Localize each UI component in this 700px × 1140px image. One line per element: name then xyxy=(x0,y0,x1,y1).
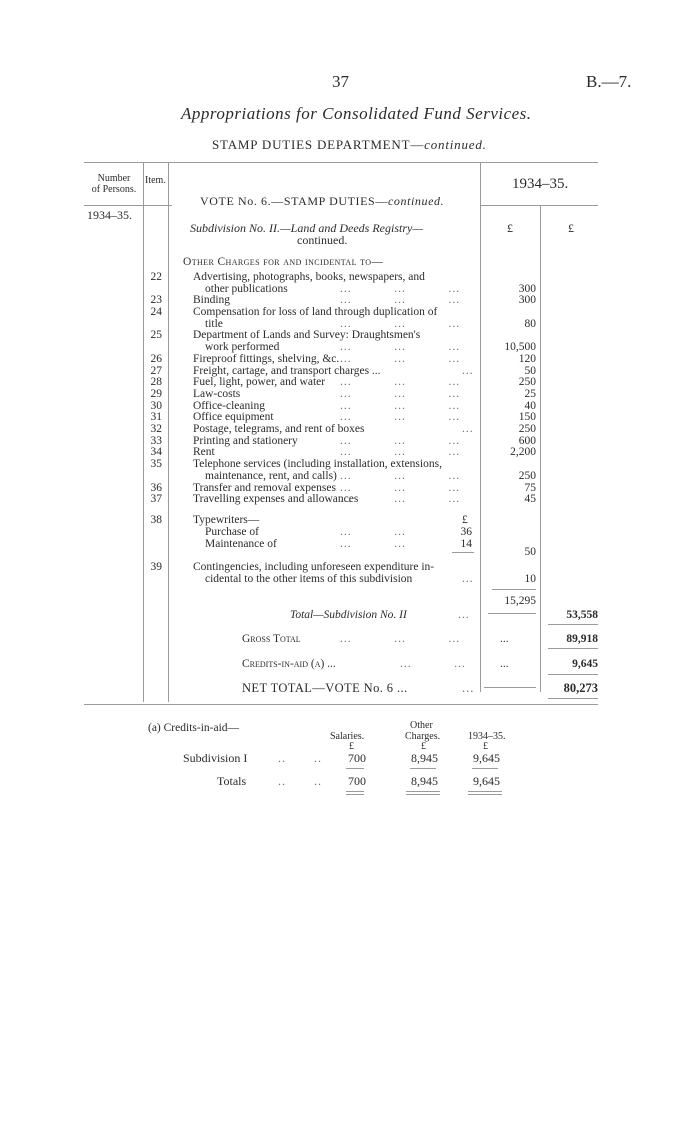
footnote-year: 9,645 xyxy=(473,774,500,788)
item-number: 33 xyxy=(150,435,162,447)
sub-item-value: 14 xyxy=(460,538,472,550)
footnote-total-rule-2a xyxy=(406,791,440,792)
leader-dots: ... xyxy=(462,365,474,377)
leader-dots: .. .. xyxy=(278,774,322,788)
vote-title xyxy=(200,194,444,209)
item-description: Telephone services (including installation, extensions, xyxy=(193,458,442,470)
pound-col-2: £ xyxy=(568,221,574,235)
persons-year: 1934–35. xyxy=(87,208,132,222)
item-amount: 80 xyxy=(524,318,536,330)
item-description: Transfer and removal expenses xyxy=(193,482,336,494)
item-description: Law-costs xyxy=(193,388,241,400)
leader-dots: ... ... ... xyxy=(340,376,461,388)
item-number: 34 xyxy=(150,446,162,458)
item-description: Rent xyxy=(193,446,215,458)
item-amount: 250 xyxy=(518,470,536,482)
item-description-cont: cidental to the other items of this subdivision xyxy=(205,573,413,585)
net-rule-b xyxy=(548,698,598,699)
footnote-header-year: 1934–35. xyxy=(468,731,506,742)
leader-dots: ... ... ... xyxy=(340,493,461,505)
item-number: 25 xyxy=(150,329,162,341)
footnote-total-rule-1b xyxy=(346,794,364,795)
footnote-year: 9,645 xyxy=(473,751,500,765)
item-description: Postage, telegrams, and rent of boxes xyxy=(193,423,365,435)
table-bottom-rule xyxy=(84,704,598,705)
pound-col-1: £ xyxy=(507,221,513,235)
sub-item-label: Maintenance of xyxy=(205,538,277,550)
pound-sign: £ xyxy=(462,514,468,526)
credits-rule xyxy=(548,674,598,675)
item-amount: 300 xyxy=(518,294,536,306)
item-number: 27 xyxy=(150,365,162,377)
item-number: 37 xyxy=(150,493,162,505)
item-amount: 250 xyxy=(518,423,536,435)
footnote-row-subdivision xyxy=(0,752,700,764)
leader-dots: ... ... ... xyxy=(340,435,461,447)
item-description-cont: other publications xyxy=(205,283,288,295)
credits-label: Credits-in-aid (a) ... xyxy=(242,658,336,670)
item-amount: 10,500 xyxy=(504,341,536,353)
item-description: Binding xyxy=(193,294,231,306)
item-number: 24 xyxy=(150,306,162,318)
contingencies-row-2 xyxy=(0,573,700,585)
item-number: 36 xyxy=(150,482,162,494)
item-description-cont: title xyxy=(205,318,223,330)
footnote-salaries: 700 xyxy=(348,751,366,765)
leader-dots: ... ... xyxy=(340,538,406,550)
footnote-other: 8,945 xyxy=(411,751,438,765)
footnote-title: (a) Credits-in-aid— xyxy=(148,722,240,734)
net-total-amount: 80,273 xyxy=(563,681,598,695)
net-rule-a xyxy=(484,687,536,688)
leader-dots: ... ... xyxy=(400,658,466,670)
vote-title-text: VOTE No. 6.—STAMP DUTIES— xyxy=(200,194,388,208)
item-number: 22 xyxy=(150,271,162,283)
contingencies-row-1 xyxy=(0,561,700,573)
vote-title-continued: continued. xyxy=(387,194,445,208)
item-row xyxy=(0,376,700,388)
item-number: 39 xyxy=(150,561,162,573)
item-number: 32 xyxy=(150,423,162,435)
footnote-total-rule-3a xyxy=(468,791,502,792)
subdivision-continued: continued. xyxy=(297,233,348,247)
item-number: 30 xyxy=(150,400,162,412)
typewriters-purchase-row xyxy=(0,526,700,538)
item-description-cont: maintenance, rent, and calls) xyxy=(205,470,337,482)
subtotal-rule xyxy=(492,589,536,590)
net-total-row xyxy=(0,682,700,694)
footnote-header-salaries: Salaries. xyxy=(330,731,365,742)
leader-dots: ... ... ... xyxy=(340,482,461,494)
subtotal-row xyxy=(0,595,700,607)
header-rule-left xyxy=(84,205,172,206)
item-number: 23 xyxy=(150,294,162,306)
sub-item-label: Purchase of xyxy=(205,526,259,538)
item-amount: 75 xyxy=(524,482,536,494)
net-total-label: NET TOTAL—VOTE No. 6 ... xyxy=(242,681,408,695)
footnote-other: 8,945 xyxy=(411,774,438,788)
item-amount: 50 xyxy=(524,546,536,558)
total-subdivision-row xyxy=(0,609,700,621)
department-continued: continued. xyxy=(424,137,487,152)
item-description: Contingencies, including unforeseen expenditure in- xyxy=(193,561,435,573)
item-row xyxy=(0,423,700,435)
item-description: Fuel, light, power, and water xyxy=(193,376,326,388)
total-rule-a xyxy=(488,613,536,614)
subdivision-title: Subdivision No. II.—Land and Deeds Registry— xyxy=(190,221,423,235)
leader-dots: ... xyxy=(462,681,475,695)
item-number: 29 xyxy=(150,388,162,400)
credits-mid: ... xyxy=(500,658,509,670)
leader-dots: ... ... ... xyxy=(340,318,461,330)
leader-dots: ... ... ... xyxy=(340,341,461,353)
subtotal-amount: 15,295 xyxy=(504,595,536,607)
total-rule-b xyxy=(548,624,598,625)
item-number: 28 xyxy=(150,376,162,388)
total-subdivision-amount: 53,558 xyxy=(566,609,598,621)
credits-row xyxy=(0,658,700,670)
item-amount: 250 xyxy=(518,376,536,388)
item-description: Advertising, photographs, books, newspapers, and xyxy=(193,271,425,283)
leader-dots: ... ... ... xyxy=(340,400,461,412)
table-top-rule xyxy=(84,162,598,163)
item-amount: 600 xyxy=(518,435,536,447)
footnote-rule-2 xyxy=(410,768,436,769)
item-row-continued xyxy=(0,341,700,353)
item-row xyxy=(0,446,700,458)
page-number: 37 xyxy=(332,72,349,91)
typewriters-amount-row xyxy=(0,546,700,558)
footnote-header-charges: Charges. xyxy=(405,731,441,742)
item-row xyxy=(0,458,700,470)
leader-dots: ... ... ... xyxy=(340,411,461,423)
footnote-rule-1 xyxy=(346,768,364,769)
item-row xyxy=(0,329,700,341)
footnote-total-rule-1a xyxy=(346,791,364,792)
footnote-pound-2: £ xyxy=(421,741,426,752)
item-amount: 25 xyxy=(524,388,536,400)
footnote-rule-3 xyxy=(472,768,498,769)
leader-dots: ... ... xyxy=(340,526,406,538)
total-subdivision-label: Total—Subdivision No. II xyxy=(290,609,407,621)
item-description: Typewriters— xyxy=(193,514,260,526)
item-description: Fireproof fittings, shelving, &c. xyxy=(193,353,340,365)
header-rule-right xyxy=(480,205,598,206)
sub-item-value: 36 xyxy=(460,526,472,538)
col-header-year: 1934–35. xyxy=(512,176,569,192)
footnote-header-other: Other xyxy=(410,720,433,731)
leader-dots: ... ... ... xyxy=(340,470,461,482)
department-heading xyxy=(212,137,487,153)
item-row-continued xyxy=(0,470,700,482)
leader-dots: ... ... ... xyxy=(340,283,461,295)
other-charges-heading: Other Charges for and incidental to— xyxy=(183,256,384,268)
leader-dots: ... xyxy=(462,573,474,585)
leader-dots: ... ... ... xyxy=(340,353,461,365)
item-description: Freight, cartage, and transport charges ... xyxy=(193,365,381,377)
item-amount: 50 xyxy=(524,365,536,377)
item-row xyxy=(0,388,700,400)
col-header-item: Item. xyxy=(145,175,166,186)
item-row xyxy=(0,493,700,505)
item-row xyxy=(0,271,700,283)
leader-dots: ... xyxy=(458,609,470,621)
item-description: Office equipment xyxy=(193,411,274,423)
leader-dots: ... xyxy=(462,423,474,435)
leader-dots: .. .. xyxy=(278,751,322,765)
footnote-total-rule-3b xyxy=(468,794,502,795)
item-amount: 150 xyxy=(518,411,536,423)
footnote-total-rule-2b xyxy=(406,794,440,795)
footnote-row-totals xyxy=(0,775,700,787)
footnote-pound-1: £ xyxy=(349,741,354,752)
gross-total-mid: ... xyxy=(500,633,509,645)
footnote-pound-3: £ xyxy=(483,741,488,752)
section-code: B.—7. xyxy=(586,72,632,91)
item-number: 31 xyxy=(150,411,162,423)
gross-rule xyxy=(548,648,598,649)
leader-dots: ... ... ... xyxy=(340,446,461,458)
gross-total-amount: 89,918 xyxy=(566,633,598,645)
item-amount: 300 xyxy=(518,283,536,295)
page-title: Appropriations for Consolidated Fund Services. xyxy=(181,104,532,123)
footnote-salaries: 700 xyxy=(348,774,366,788)
item-number: 38 xyxy=(150,514,162,526)
department-name: STAMP DUTIES DEPARTMENT— xyxy=(212,137,425,152)
item-description: Office-cleaning xyxy=(193,400,265,412)
leader-dots: ... ... ... xyxy=(340,388,461,400)
item-amount: 40 xyxy=(524,400,536,412)
gross-total-row xyxy=(0,633,700,645)
credits-amount: 9,645 xyxy=(572,658,598,670)
item-description-cont: work performed xyxy=(205,341,280,353)
item-amount: 45 xyxy=(524,493,536,505)
item-number: 35 xyxy=(150,458,162,470)
item-description: Department of Lands and Survey: Draughtsmen's xyxy=(193,329,421,341)
item-amount: 10 xyxy=(524,573,536,585)
col-header-persons: Number of Persons. xyxy=(91,173,137,195)
item-amount: 120 xyxy=(518,353,536,365)
footnote-row-label: Totals xyxy=(217,774,247,788)
item-description: Travelling expenses and allowances xyxy=(193,493,359,505)
item-amount: 2,200 xyxy=(510,446,536,458)
leader-dots: ... ... ... xyxy=(340,294,461,306)
item-row xyxy=(0,353,700,365)
gross-total-label: Gross Total xyxy=(242,633,301,645)
typewriters-row xyxy=(0,514,700,526)
item-description: Printing and stationery xyxy=(193,435,298,447)
leader-dots: ... ... ... xyxy=(340,633,461,645)
footnote-row-label: Subdivision I xyxy=(183,751,248,765)
item-row xyxy=(0,411,700,423)
item-description: Compensation for loss of land through duplication of xyxy=(193,306,438,318)
item-number: 26 xyxy=(150,353,162,365)
item-row xyxy=(0,294,700,306)
item-row xyxy=(0,306,700,318)
